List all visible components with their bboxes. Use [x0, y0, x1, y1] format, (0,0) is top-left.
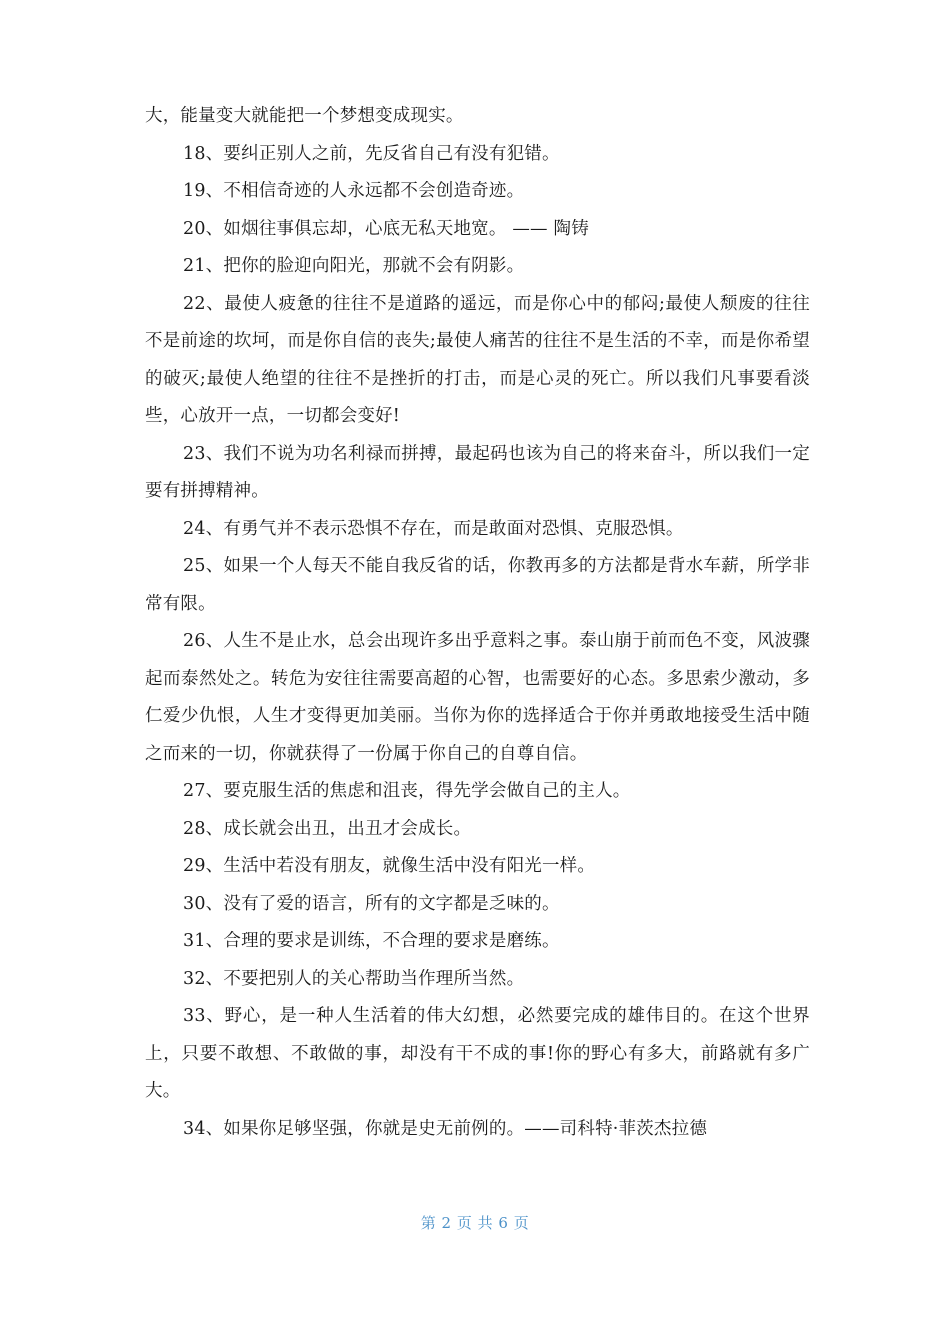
quote-29: 29、生活中若没有朋友，就像生活中没有阳光一样。 [183, 856, 596, 876]
quote-22: 22、最使人疲惫的往往不是道路的遥远，而是你心中的郁闷;最使人颓废的往往不是前途的坎坷，而是你自信的丧失;最使人痛苦的往往不是生活的不幸，而是你希望的破灭;最使人绝望的往往不是挫折的打击，而是心灵的死亡。所以我们凡事要看淡些，心放开一点，一切都会变好! [145, 293, 810, 426]
quote-30: 30、没有了爱的语言，所有的文字都是乏味的。 [183, 893, 560, 914]
paragraph-continuation: 大，能量变大就能把一个梦想变成现实。 [145, 106, 464, 126]
quote-27: 27、要克服生活的焦虑和沮丧，得先学会做自己的主人。 [183, 781, 631, 801]
quote-20: 20、如烟往事俱忘却，心底无私天地宽。 —— 陶铸 [183, 218, 589, 239]
page-number-footer: 第 2 页 共 6 页 [420, 1214, 530, 1232]
quote-34: 34、如果你足够坚强，你就是史无前例的。——司科特·菲茨杰拉德 [183, 1118, 708, 1139]
quote-25: 25、如果一个人每天不能自我反省的话，你教再多的方法都是背水车薪，所学非常有限。 [145, 556, 810, 614]
quote-32: 32、不要把别人的关心帮助当作理所当然。 [183, 968, 525, 989]
quote-24: 24、有勇气并不表示恐惧不存在，而是敢面对恐惧、克服恐惧。 [183, 518, 684, 539]
quote-21: 21、把你的脸迎向阳光，那就不会有阴影。 [183, 256, 525, 276]
document-body [145, 98, 810, 1148]
quote-19: 19、不相信奇迹的人永远都不会创造奇迹。 [183, 181, 525, 201]
quote-28: 28、成长就会出丑，出丑才会成长。 [183, 818, 472, 839]
quote-26: 26、人生不是止水，总会出现许多出乎意料之事。泰山崩于前而色不变，风波骤起而泰然处之。转危为安往往需要高超的心智，也需要好的心态。多思索少激动，多仁爱少仇恨，人生才变得更加美丽。当你为你的选择适合于你并勇敢地接受生活中随之而来的一切，你就获得了一份属于你自己的自尊自信。 [145, 631, 810, 764]
quote-31: 31、合理的要求是训练，不合理的要求是磨练。 [183, 931, 560, 951]
quote-33: 33、野心，是一种人生活着的伟大幻想，必然要完成的雄伟目的。在这个世界上，只要不敢想、不敢做的事，却没有干不成的事!你的野心有多大，前路就有多广大。 [145, 1006, 810, 1101]
quote-23: 23、我们不说为功名利禄而拼搏，最起码也该为自己的将来奋斗，所以我们一定要有拼搏精神。 [145, 443, 810, 501]
quote-18: 18、要纠正别人之前，先反省自己有没有犯错。 [183, 143, 560, 164]
